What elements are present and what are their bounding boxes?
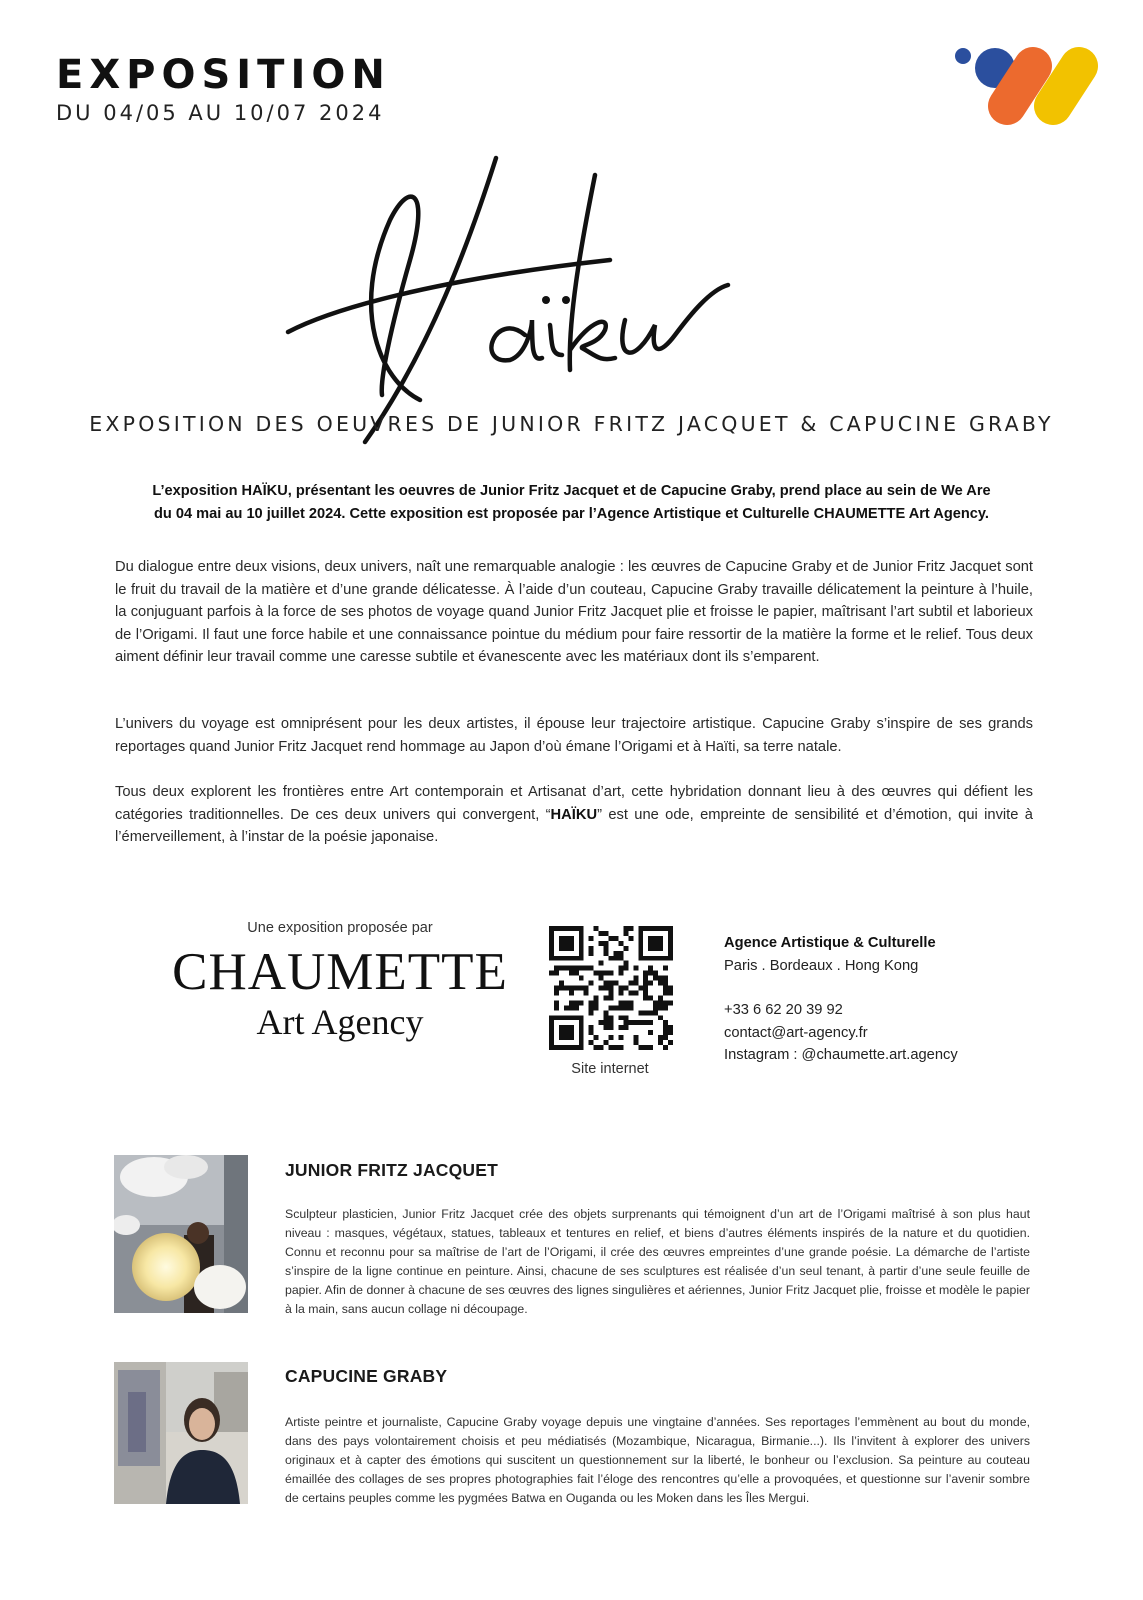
contact-phone[interactable]: +33 6 62 20 39 92 bbox=[724, 1002, 843, 1018]
agency-brand-name: CHAUMETTE bbox=[172, 943, 508, 1001]
qr-code-icon[interactable] bbox=[549, 926, 673, 1050]
artist-bio-2: Artiste peintre et journaliste, Capucine Graby voyage depuis une vingtaine d’années. Ses reportages l’emmènent au bout du monde, dans des pays volontairement choisis et peu médiatisés (Mozambique, Nicaragua, Birmanie...). Ils l’invitent à explorer des univers originaux et à capter des émotions qui suscitent un questionnement sur la liberté, le bonheur ou l’exclusion. Sa peinture au couteau émaillée des collages de ses propres photographies fait l’éloge des rencontres qu’elle a provoquées, et questionne sur l’avenir sombre de certains peuples comme les pygmées Batwa en Ouganda ou les Moken dans les Îles Mergui. bbox=[285, 1415, 1030, 1505]
paragraph-2: L’univers du voyage est omniprésent pour les deux artistes, il épouse leur trajectoire artistique. Capucine Graby s’inspire de ses grands reportages quand Junior Fritz Jacquet rend hommage au Japon d’où émane l’Origami et à Haïti, sa terre natale. bbox=[115, 716, 1033, 755]
paragraph-3-end: ” est une ode, empreinte de sensibilité et d’émotion, qui invite à l’émerveillement, à l’instar de la poésie japonaise. bbox=[115, 806, 1033, 845]
agency-brand-sub: Art Agency bbox=[256, 1002, 424, 1042]
logo-dot bbox=[955, 48, 971, 64]
artist-photo-junior-fritz-jacquet bbox=[114, 1155, 248, 1313]
paragraph-3-start: Tous deux explorent les frontières entre Art contemporain et Artisanat d’art, cette hybridation donnant lieu à des œuvres qui défient les catégories traditionnelles. De ces deux univers qui convergent, “ bbox=[115, 784, 1033, 823]
header-dates: DU 04/05 AU 10/07 2024 bbox=[56, 101, 385, 125]
intro-line-2: du 04 mai au 10 juillet 2024. Cette exposition est proposée par l’Agence Artistique et Culturelle CHAUMETTE Art Agency. bbox=[153, 506, 989, 522]
contact-email[interactable]: contact@art-agency.fr bbox=[724, 1024, 868, 1041]
artist-name-1: JUNIOR FRITZ JACQUET bbox=[285, 1160, 499, 1180]
exhibition-intro bbox=[110, 480, 1033, 526]
qr-code-label: Site internet bbox=[571, 1061, 649, 1077]
paragraph-1: Du dialogue entre deux visions, deux univers, naît une remarquable analogie : les œuvres de Capucine Graby et de Junior Fritz Jacquet sont le fruit du travail de la matière et d’une grande délicatesse. À l’aide d’un couteau, Capucine Graby travaille délicatement la peinture à l’huile, la conjuguant parfois à la force de ses photos de voyage quand Junior Fritz Jacquet plie et froisse le papier, maîtrisant l’art subtil et laborieux de l’Origami. Il faut une force habile et une connaissance pointue du médium pour faire ressortir de la matière la forme et le relief. Tous deux aiment définir leur travail comme une caresse subtile et évanescente avec les matériaux dont ils s’emparent. bbox=[115, 559, 1033, 665]
logo-orange-stroke bbox=[1007, 66, 1033, 106]
logo-yellow-stroke bbox=[1053, 66, 1079, 106]
proposed-by-label: Une exposition proposée par bbox=[247, 920, 433, 936]
contact-cities: Paris . Bordeaux . Hong Kong bbox=[724, 957, 919, 974]
paragraph-3-bold: HAÏKU bbox=[550, 806, 598, 823]
script-trema-right bbox=[562, 296, 570, 304]
artist-photo-capucine-graby bbox=[114, 1362, 248, 1504]
header-title: EXPOSITION bbox=[56, 52, 391, 98]
contact-title: Agence Artistique & Culturelle bbox=[724, 935, 936, 951]
we-are-logo-icon bbox=[955, 44, 1115, 134]
script-trema-left bbox=[542, 296, 550, 304]
intro-line-1: L’exposition HAÏKU, présentant les oeuvres de Junior Fritz Jacquet et de Capucine Graby, prend place au sein de We Are bbox=[152, 483, 991, 499]
artist-bio-1: Sculpteur plasticien, Junior Fritz Jacquet crée des objets surprenants qui témoignent d’un art de l’Origami maîtrisé à son plus haut niveau : masques, végétaux, statues, tableaux et tentures en relief, et biens d’autres éléments inspirés de la nature et du quotidien. Connu et reconnu pour sa maîtrise de l’art de l’Origami, il crée des œuvres empreintes d’une grande poésie. La démarche de l’artiste s’inspire de la ligne continue en peinture. Ainsi, chacune de ses sculptures est réalisée d’un seul tenant, à partir d’une seule feuille de papier. Afin de donner à chacune de ses œuvres des lignes singulières et aériennes, Junior Fritz Jacquet plie, froisse et modèle le papier à la main, sans aucun collage ni découpage. bbox=[285, 1207, 1030, 1316]
paragraph-3 bbox=[115, 781, 1033, 849]
exhibition-subtitle: EXPOSITION DES OEUVRES DE JUNIOR FRITZ JACQUET & CAPUCINE GRABY bbox=[89, 412, 1054, 436]
agency-contact bbox=[724, 932, 958, 1067]
contact-instagram[interactable]: Instagram : @chaumette.art.agency bbox=[724, 1047, 958, 1063]
artist-name-2: CAPUCINE GRABY bbox=[285, 1366, 448, 1386]
